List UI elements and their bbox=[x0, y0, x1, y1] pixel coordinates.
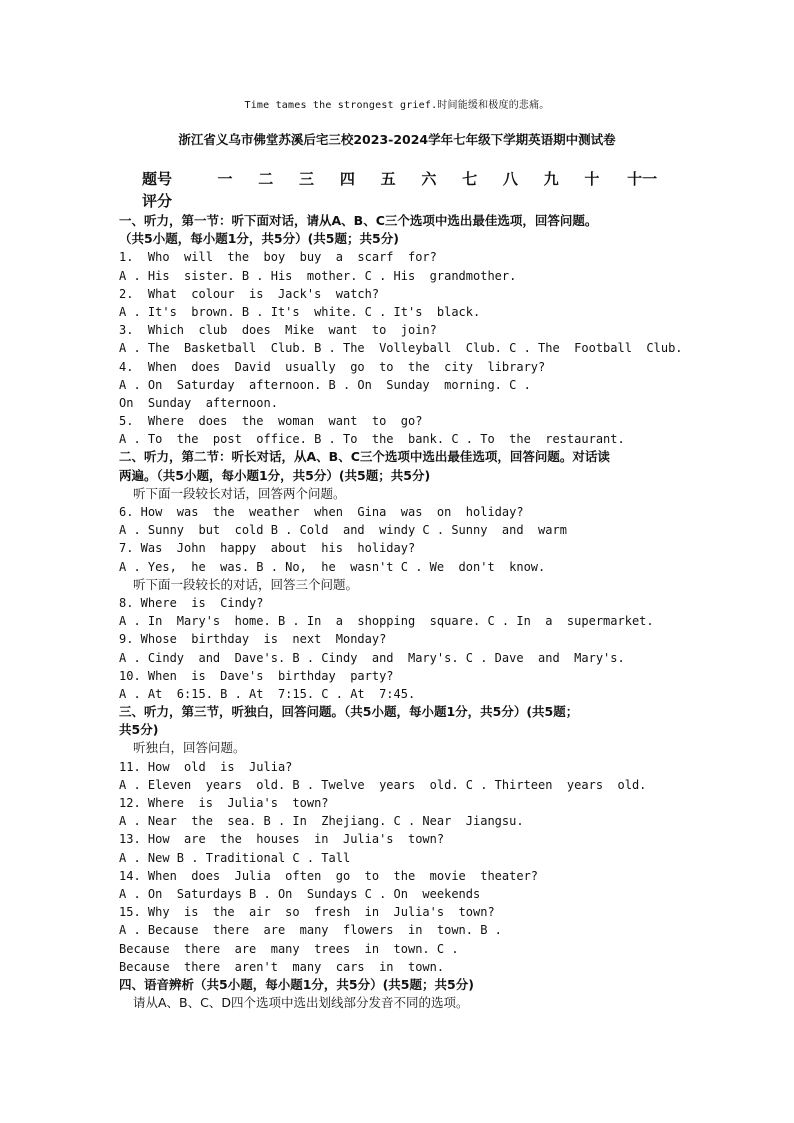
score-table-score-row bbox=[142, 189, 672, 211]
question-body bbox=[119, 212, 683, 1012]
section-instruction: 听下面一段较长对话，回答两个问题。 bbox=[133, 485, 346, 501]
section-heading: 共5分) bbox=[119, 722, 159, 738]
question-line: Because there are many trees in town. C . bbox=[119, 941, 459, 956]
question-line: 13. How are the houses in Julia's town? bbox=[119, 832, 445, 847]
section-heading: （共5小题，每小题1分，共5分）(共5题；共5分) bbox=[119, 231, 399, 247]
question-line: 3. Which club does Mike want to join? bbox=[119, 323, 437, 338]
question-line: 7. Was John happy about his holiday? bbox=[119, 541, 416, 556]
score-column-header: 三 bbox=[299, 169, 315, 188]
section-heading: 一、听力，第一节：听下面对话，请从A、B、C三个选项中选出最佳选项，回答问题。 bbox=[119, 213, 598, 228]
question-line: 1. Who will the boy buy a scarf for? bbox=[119, 250, 437, 265]
score-column-header: 二 bbox=[258, 169, 274, 188]
section-instruction: 请从A、B、C、D四个选项中选出划线部分发音不同的选项。 bbox=[133, 995, 469, 1011]
question-line: A . On Saturday afternoon. B . On Sunday morning. C . bbox=[119, 377, 531, 392]
score-column-header: 八 bbox=[502, 169, 518, 188]
score-column-header: 六 bbox=[421, 169, 437, 188]
question-line: A . To the post office. B . To the bank. C . To the restaurant. bbox=[119, 432, 625, 447]
score-table-header-row bbox=[142, 167, 672, 189]
score-table bbox=[142, 167, 672, 211]
question-line: On Sunday afternoon. bbox=[119, 395, 278, 410]
question-line: Because there aren't many cars in town. bbox=[119, 959, 445, 974]
question-line: A . His sister. B . His mother. C . His grandmother. bbox=[119, 268, 517, 283]
question-line: A . At 6:15. B . At 7:15. C . At 7:45. bbox=[119, 686, 416, 701]
score-column-header: 一 bbox=[217, 169, 233, 188]
question-line: 6. How was the weather when Gina was on holiday? bbox=[119, 505, 524, 519]
question-line: 11. How old is Julia? bbox=[119, 759, 293, 774]
score-column-header: 十 bbox=[584, 169, 600, 188]
question-line: 5. Where does the woman want to go? bbox=[119, 414, 423, 429]
question-line: A . In Mary's home. B . In a shopping square. C . In a supermarket. bbox=[119, 614, 654, 629]
section-heading: 四、语音辨析（共5小题，每小题1分，共5分）(共5题；共5分) bbox=[119, 976, 474, 992]
section-instruction: 听下面一段较长的对话，回答三个问题。 bbox=[133, 576, 359, 592]
question-line: 14. When does Julia often go to the movie theater? bbox=[119, 868, 539, 883]
question-line: 12. Where is Julia's town? bbox=[119, 796, 329, 810]
question-line: A . The Basketball Club. B . The Volleyball Club. C . The Football Club. bbox=[119, 341, 683, 356]
question-line: A . Yes, he was. B . No, he wasn't C . We don't know. bbox=[119, 559, 546, 574]
question-line: A . Near the sea. B . In Zhejiang. C . Near Jiangsu. bbox=[119, 814, 524, 829]
question-line: A . Cindy and Dave's. B . Cindy and Mary's. C . Dave and Mary's. bbox=[119, 650, 625, 665]
question-line: A . It's brown. B . It's white. C . It's black. bbox=[119, 304, 481, 319]
question-line: A . Because there are many flowers in town. B . bbox=[119, 923, 502, 938]
question-line: 10. When is Dave's birthday party? bbox=[119, 668, 394, 683]
score-column-header: 七 bbox=[462, 169, 478, 188]
score-column-header: 四 bbox=[339, 169, 355, 188]
header-quote: Time tames the strongest grief.时间能缓和极度的悲痛。 bbox=[244, 100, 550, 111]
question-line: 2. What colour is Jack's watch? bbox=[119, 286, 380, 301]
question-line: A . New B . Traditional C . Tall bbox=[119, 850, 351, 865]
question-line: A . Eleven years old. B . Twelve years old. C . Thirteen years old. bbox=[119, 777, 647, 792]
exam-title: 浙江省义乌市佛堂苏溪后宅三校2023-2024学年七年级下学期英语期中测试卷 bbox=[178, 132, 616, 147]
score-column-header: 十一 bbox=[627, 169, 658, 188]
section-heading: 二、听力，第二节：听长对话，从A、B、C三个选项中选出最佳选项，回答问题。对话读 bbox=[119, 449, 610, 465]
question-line: 9. Whose birthday is next Monday? bbox=[119, 632, 387, 647]
section-instruction: 听独白，回答问题。 bbox=[133, 740, 246, 756]
question-number-label: 题号 bbox=[142, 169, 173, 188]
section-heading: 三、听力，第三节，听独白，回答问题。（共5小题，每小题1分，共5分）(共5题； bbox=[119, 704, 579, 720]
score-label: 评分 bbox=[142, 191, 173, 210]
question-line: 8. Where is Cindy? bbox=[119, 595, 264, 610]
question-line: 4. When does David usually go to the city library? bbox=[119, 359, 546, 374]
question-line: A . On Saturdays B . On Sundays C . On weekends bbox=[119, 886, 481, 901]
score-column-header: 九 bbox=[543, 169, 559, 188]
question-line: A . Sunny but cold B . Cold and windy C . Sunny and warm bbox=[119, 523, 567, 538]
section-heading: 两遍。（共5小题，每小题1分，共5分）(共5题；共5分) bbox=[119, 467, 431, 483]
score-column-header: 五 bbox=[380, 169, 396, 188]
question-line: 15. Why is the air so fresh in Julia's town? bbox=[119, 905, 495, 920]
